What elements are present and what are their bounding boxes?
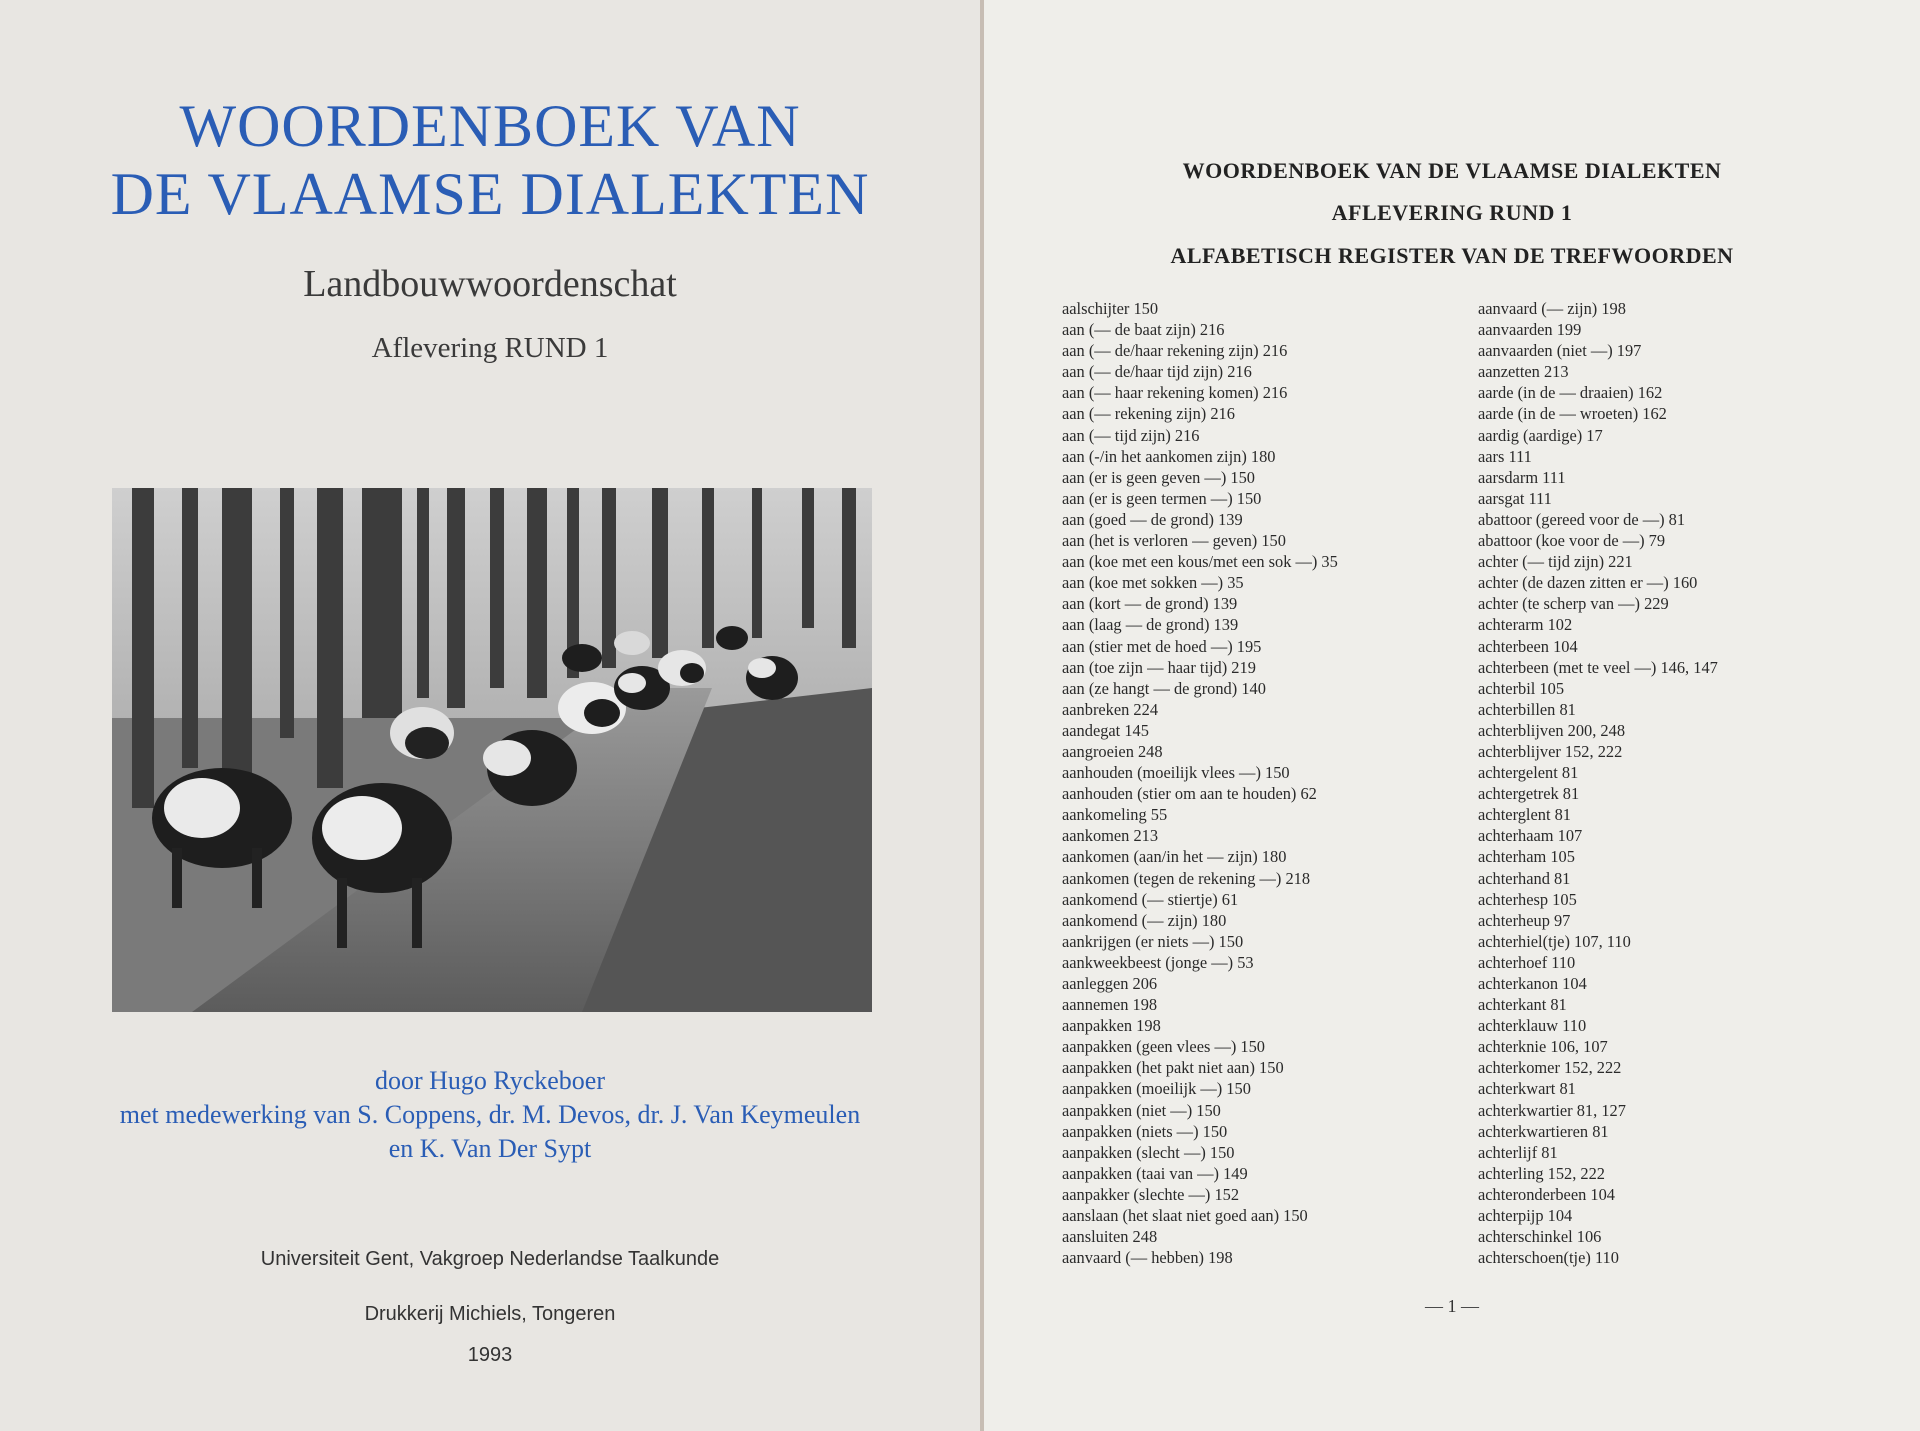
cover-authors: [0, 1064, 980, 1166]
index-entry: aanbreken 224: [1062, 699, 1159, 719]
index-entry: aan (koe met een kous/met een sok —) 35: [1062, 552, 1338, 572]
index-column-right: [1478, 298, 1718, 1268]
index-entry: achter (te scherp van —) 229: [1478, 594, 1669, 614]
index-entry: achterbeen 104: [1478, 636, 1578, 656]
index-entry: aankomen (aan/in het — zijn) 180: [1062, 847, 1287, 867]
index-entry: aanpakken 198: [1062, 1016, 1161, 1036]
index-entry: aanpakken (niet —) 150: [1062, 1100, 1221, 1120]
cover-year: 1993: [467, 1344, 513, 1366]
index-entry: achterhoef 110: [1478, 952, 1576, 972]
index-entry: achterkant 81: [1478, 995, 1567, 1015]
index-entry: achteronderbeen 104: [1478, 1184, 1615, 1204]
index-entry: aan (er is geen geven —) 150: [1062, 467, 1255, 487]
author-line-3: en K. Van Der Sypt: [388, 1134, 592, 1163]
index-entry: aan (goed — de grond) 139: [1062, 509, 1243, 529]
index-entry: achtergelent 81: [1478, 763, 1579, 783]
index-entry: aankomeling 55: [1062, 805, 1168, 825]
index-entry: achterknie 106, 107: [1478, 1037, 1608, 1057]
index-entry: aanpakken (niets —) 150: [1062, 1121, 1228, 1141]
index-entry: aarsgat 111: [1478, 488, 1552, 508]
index-entry: aan (koe met sokken —) 35: [1062, 573, 1244, 593]
index-heading-2: AFLEVERING RUND 1: [1331, 200, 1573, 225]
index-entry: aanvaarden 199: [1478, 320, 1582, 340]
index-entry: aan (-/in het aankomen zijn) 180: [1062, 446, 1276, 466]
index-entry: achterhiel(tje) 107, 110: [1478, 931, 1631, 951]
index-entry: achterkwartier 81, 127: [1478, 1100, 1626, 1120]
index-entry: achterarm 102: [1478, 615, 1573, 635]
cover-publisher: Universiteit Gent, Vakgroep Nederlandse Taalkunde: [260, 1248, 720, 1270]
index-entry: aanvaarden (niet —) 197: [1478, 341, 1642, 361]
index-entry: achterkanon 104: [1478, 974, 1587, 993]
index-entry: abattoor (gereed voor de —) 81: [1478, 509, 1686, 529]
index-entry: achterlijf 81: [1478, 1142, 1558, 1162]
index-column-left: [1062, 298, 1338, 1268]
index-entry: aanpakken (het pakt niet aan) 150: [1062, 1058, 1284, 1078]
page-number: — 1 —: [1425, 1296, 1479, 1316]
index-entry: aanpakken (geen vlees —) 150: [1062, 1037, 1265, 1057]
index-entry: aankomend (— stiertje) 61: [1062, 889, 1239, 909]
index-entry: achter (de dazen zitten er —) 160: [1478, 573, 1698, 593]
index-entry: aankomen (tegen de rekening —) 218: [1062, 868, 1311, 888]
index-entry: achterpijp 104: [1478, 1206, 1573, 1226]
index-entry: achterling 152, 222: [1478, 1163, 1605, 1183]
index-entry: achterblijver 152, 222: [1478, 741, 1623, 761]
index-entry: aannemen 198: [1062, 995, 1158, 1015]
index-entry: aankomend (— zijn) 180: [1062, 910, 1227, 930]
index-entry: aan (stier met de hoed —) 195: [1062, 636, 1262, 656]
index-entry: aanpakker (slechte —) 152: [1062, 1184, 1240, 1204]
index-page: [984, 0, 1920, 1431]
index-entry: aan (— de baat zijn) 216: [1062, 320, 1225, 340]
index-entry: achterheup 97: [1478, 910, 1571, 930]
author-line-2: met medewerking van S. Coppens, dr. M. Devos, dr. J. Van Keymeulen: [119, 1100, 861, 1129]
cows-on-path-photo: [112, 488, 872, 1012]
index-entry: aanleggen 206: [1062, 974, 1158, 993]
index-entry: achterkwart 81: [1478, 1079, 1576, 1099]
index-entry: achterklauw 110: [1478, 1016, 1587, 1036]
index-entry: achterschoen(tje) 110: [1478, 1248, 1619, 1268]
author-line-1: door Hugo Ryckeboer: [374, 1066, 605, 1095]
index-entry: achterglent 81: [1478, 805, 1571, 825]
index-entry: aarde (in de — draaien) 162: [1478, 383, 1663, 403]
cover-title: [0, 92, 980, 228]
index-entry: aanslaan (het slaat niet goed aan) 150: [1062, 1206, 1308, 1226]
index-entry: aanvaard (— hebben) 198: [1062, 1248, 1233, 1268]
index-entry: aars 111: [1478, 446, 1532, 466]
index-entry: aankrijgen (er niets —) 150: [1062, 931, 1244, 951]
index-entry: achterkwartieren 81: [1478, 1121, 1609, 1141]
index-entry: achterbeen (met te veel —) 146, 147: [1478, 657, 1718, 677]
index-entry: achterkomer 152, 222: [1478, 1058, 1622, 1078]
index-entry: achterbil 105: [1478, 678, 1565, 698]
index-entry: aangroeien 248: [1062, 741, 1163, 761]
index-entry: achterham 105: [1478, 847, 1575, 867]
index-entry: abattoor (koe voor de —) 79: [1478, 531, 1666, 551]
index-entry: achterbillen 81: [1478, 699, 1576, 719]
index-entry: aalschijter 150: [1062, 299, 1159, 318]
cover-printer: Drukkerij Michiels, Tongeren: [364, 1303, 616, 1325]
index-entry: aanpakken (moeilijk —) 150: [1062, 1079, 1251, 1099]
index-entry: aanhouden (moeilijk vlees —) 150: [1062, 763, 1290, 783]
index-entry: aan (— rekening zijn) 216: [1062, 404, 1235, 424]
index-entry: aanzetten 213: [1478, 362, 1569, 382]
index-entry: aankomen 213: [1062, 826, 1159, 846]
index-entry: aanvaard (— zijn) 198: [1478, 299, 1626, 318]
index-entry: aanpakken (slecht —) 150: [1062, 1142, 1235, 1162]
index-entry: aardig (aardige) 17: [1478, 425, 1603, 445]
index-entry: aan (— haar rekening komen) 216: [1062, 383, 1288, 403]
index-entry: aan (kort — de grond) 139: [1062, 594, 1238, 614]
index-entry: aan (— tijd zijn) 216: [1062, 425, 1200, 445]
index-entry: aanpakken (taai van —) 149: [1062, 1163, 1248, 1183]
index-entry: aan (laag — de grond) 139: [1062, 615, 1239, 635]
index-entry: achterhand 81: [1478, 868, 1571, 888]
index-heading-3: ALFABETISCH REGISTER VAN DE TREFWOORDEN: [1170, 243, 1734, 268]
index-entry: aarsdarm 111: [1478, 467, 1566, 487]
index-heading-1: WOORDENBOEK VAN DE VLAAMSE DIALEKTEN: [1182, 158, 1722, 183]
index-entry: aan (er is geen termen —) 150: [1062, 488, 1262, 508]
index-entry: aankweekbeest (jonge —) 53: [1062, 952, 1254, 972]
index-entry: achterhaam 107: [1478, 826, 1583, 846]
index-entry: aandegat 145: [1062, 720, 1149, 740]
index-entry: achterblijven 200, 248: [1478, 720, 1626, 740]
index-entry: achterschinkel 106: [1478, 1227, 1602, 1247]
index-entry: achtergetrek 81: [1478, 784, 1580, 804]
index-entry: aansluiten 248: [1062, 1227, 1158, 1247]
index-entry: aan (ze hangt — de grond) 140: [1062, 678, 1266, 698]
cover-title-line-1: WOORDENBOEK VAN: [179, 93, 801, 159]
index-entry: aarde (in de — wroeten) 162: [1478, 404, 1667, 424]
index-entry: aan (— de/haar rekening zijn) 216: [1062, 341, 1288, 361]
index-entry: aan (het is verloren — geven) 150: [1062, 531, 1286, 551]
index-entry: aanhouden (stier om aan te houden) 62: [1062, 784, 1317, 804]
cover-title-line-2: DE VLAAMSE DIALEKTEN: [110, 161, 870, 227]
cover-photo-illustration: [112, 488, 872, 1012]
index-entry: aan (toe zijn — haar tijd) 219: [1062, 657, 1256, 677]
cover-subtitle: Landbouwwoordenschat: [303, 263, 677, 305]
index-entry: achterhesp 105: [1478, 889, 1577, 909]
cover-aflevering: Aflevering RUND 1: [371, 332, 609, 364]
index-entry: achter (— tijd zijn) 221: [1478, 552, 1633, 572]
index-entry: aan (— de/haar tijd zijn) 216: [1062, 362, 1252, 382]
